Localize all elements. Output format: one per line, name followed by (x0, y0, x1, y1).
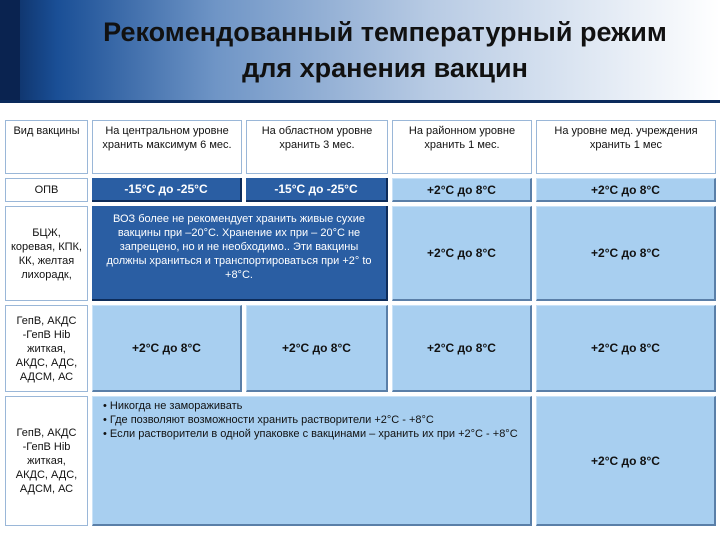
row2-vaccine: БЦЖ, коревая, КПК, КК, желтая лихорадк, (5, 206, 88, 301)
header-vaccine-type: Вид вакцины (5, 120, 88, 174)
header-bottom-line (0, 100, 720, 103)
row1-vaccine: ОПВ (5, 178, 88, 202)
header-district-level: На районном уровне хранить 1 мес. (392, 120, 532, 174)
page-title (60, 14, 710, 86)
row2-district: +2°С до 8°С (392, 206, 532, 301)
row2-medical: +2°С до 8°С (536, 206, 716, 301)
row4-vaccine: ГепВ, АКДС -ГепВ Hib житкая, АКДС, АДС, АДСМ, АС (5, 396, 88, 526)
header-left-band (0, 0, 20, 103)
header-central-level: На центральном уровне хранить максимум 6 мес. (92, 120, 242, 174)
row4-bullet-3: • Если растворители в одной упаковке с вакцинами – хранить их при +2°С - +8°С (103, 428, 518, 440)
row1-medical: +2°С до 8°С (536, 178, 716, 202)
row4-storage-notes (92, 396, 532, 526)
row3-central: +2°С до 8°С (92, 305, 242, 392)
title-line-1: Рекомендованный температурный режим (103, 17, 667, 47)
row4-bullet-1: • Никогда не замораживать (103, 400, 243, 412)
row2-who-note: ВОЗ более не рекомендует хранить живые сухие вакцины при –20°С. Хранение их при – 20°С не запрещено, но и не необходимо.. Эти вакцины должны храниться и транспортироваться при +2° to +8°С. (92, 206, 388, 301)
row3-regional: +2°С до 8°С (246, 305, 388, 392)
header-regional-level: На областном уровне хранить 3 мес. (246, 120, 388, 174)
title-line-2: для хранения вакцин (242, 53, 528, 83)
header-medical-level: На уровне мед. учреждения хранить 1 мес (536, 120, 716, 174)
row1-district: +2°С до 8°С (392, 178, 532, 202)
row4-medical: +2°С до 8°С (536, 396, 716, 526)
row3-medical: +2°С до 8°С (536, 305, 716, 392)
row3-district: +2°С до 8°С (392, 305, 532, 392)
row1-central: -15°С до -25°С (92, 178, 242, 202)
row1-regional: -15°С до -25°С (246, 178, 388, 202)
row3-vaccine: ГепВ, АКДС -ГепВ Hib житкая, АКДС, АДС, АДСМ, АС (5, 305, 88, 392)
row4-bullet-2: • Где позволяют возможности хранить растворители +2°С - +8°С (103, 414, 434, 426)
header-banner (0, 0, 720, 103)
